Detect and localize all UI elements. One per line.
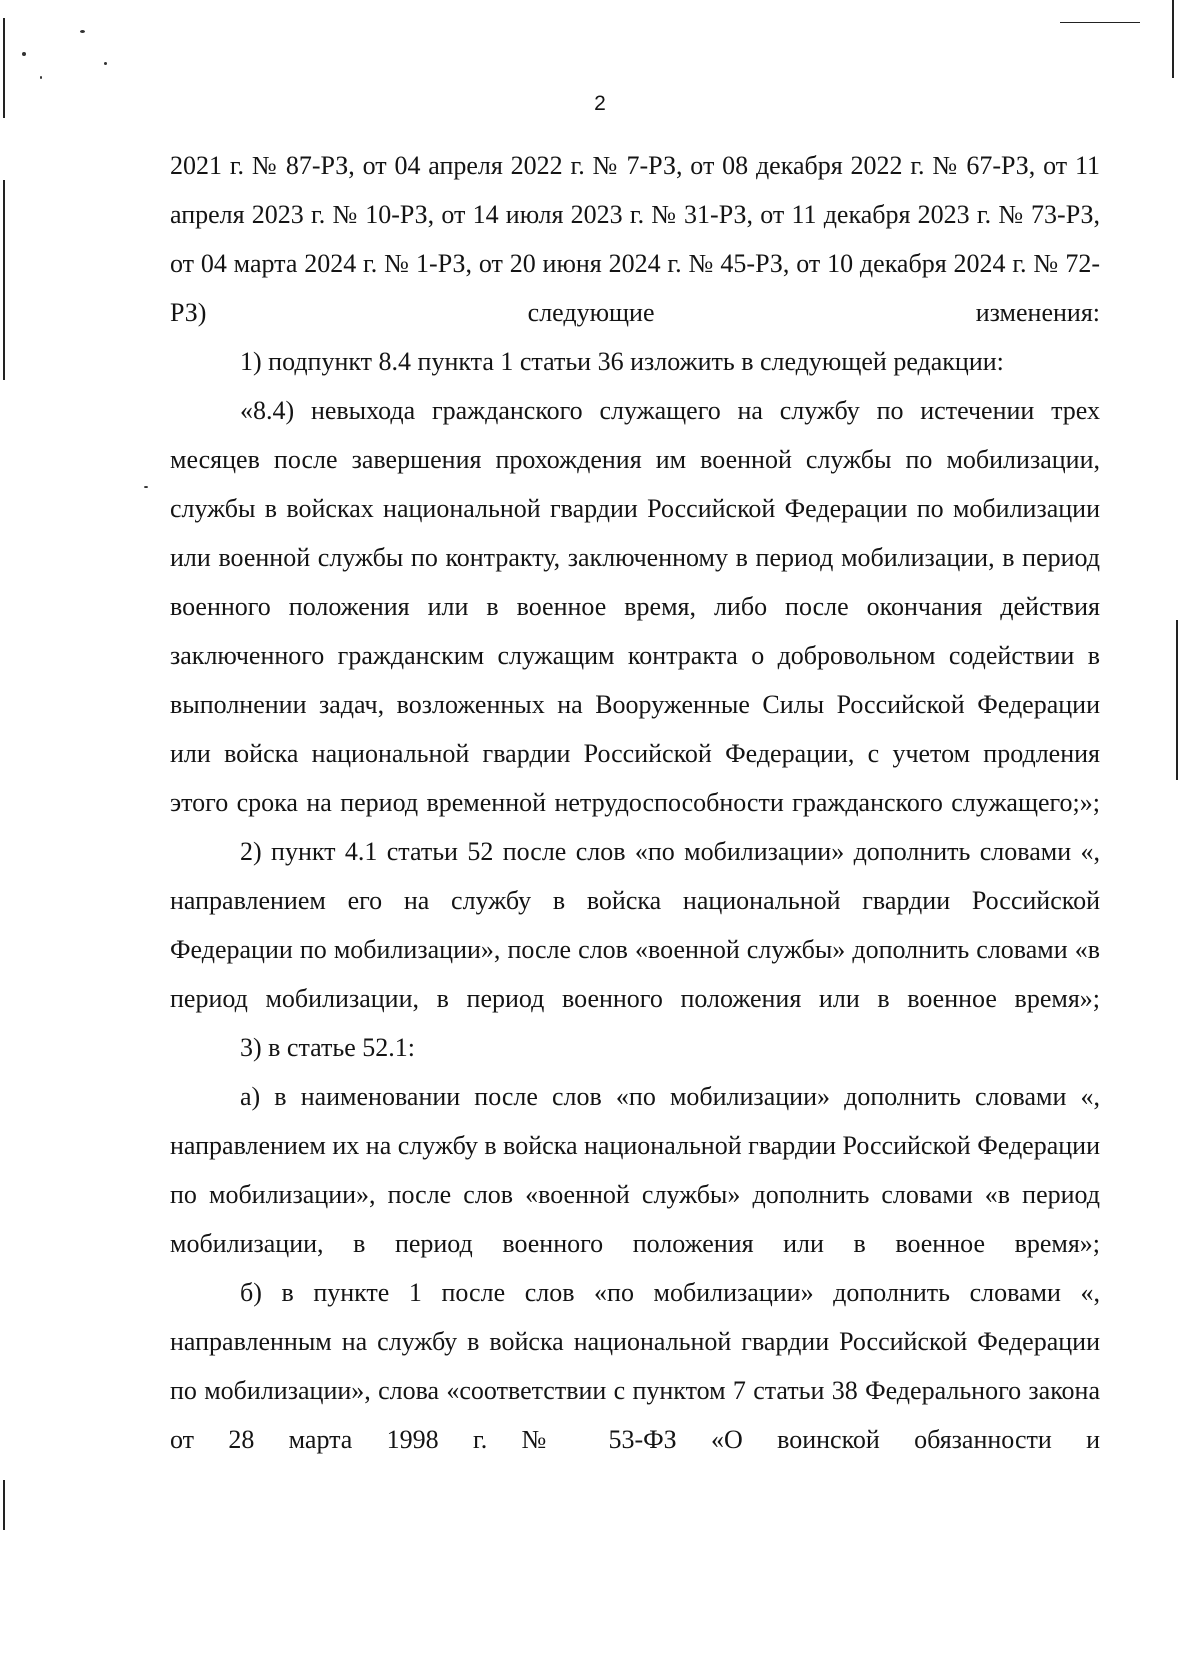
paragraph-amendment-list-intro: 2021 г. № 87-РЗ, от 04 апреля 2022 г. № 7-РЗ, от 08 декабря 2022 г. № 67-РЗ, от 11 апреля 2023 г. № 10-РЗ, от 14 июля 2023 г. № 31-РЗ, от 11 декабря 2023 г. № 73-РЗ, от 04 марта 2024 г. № 1-РЗ, от 20 июня 2024 г. № 45-РЗ, от 10 декабря 2024 г. № 72-РЗ) следующие изменения:	[170, 151, 1101, 327]
scan-speck	[22, 52, 26, 56]
page-number: 2	[594, 92, 606, 115]
paragraph-item-3: 3) в статье 52.1:	[240, 1033, 416, 1062]
paragraph-subitem-8-4: «8.4) невыхода гражданского служащего на службу по истечении трех месяцев после завершения прохождения им военной службы по мобилизации, службы в войсках национальной гвардии Российской Федерации по мобилизации или военной службы по контракту, заключенному в период мобилизации, в период военного положения или в военное время, либо после окончания действия заключенного гражданским служащим контракта о добровольном содействии в выполнении задач, возложенных на Вооруженные Силы Российской Федерации или войска национальной гвардии Российской Федерации, с учетом продления этого срока на период временной нетрудоспособности гражданского служащего;»;	[170, 396, 1101, 817]
scan-mark-left-mid	[3, 180, 5, 380]
paragraph-item-2: 2) пункт 4.1 статьи 52 после слов «по мобилизации» дополнить словами «, направлением его на службу в войска национальной гвардии Российской Федерации по мобилизации», после слов «военной службы» дополнить словами «в период мобилизации, в период военного положения или в военное время»;	[170, 837, 1100, 1013]
paragraph-item-1: 1) подпункт 8.4 пункта 1 статьи 36 изложить в следующей редакции:	[240, 347, 1004, 376]
scan-mark-right-top	[1172, 0, 1174, 78]
scan-mark-right-mid	[1176, 620, 1178, 780]
document-body	[170, 141, 1100, 1464]
paragraph-item-3a: а) в наименовании после слов «по мобилизации» дополнить словами «, направлением их на службу в войска национальной гвардии Российской Федерации по мобилизации», после слов «военной службы» дополнить словами «в период мобилизации, в период военного положения или в военное время»;	[170, 1082, 1101, 1258]
scan-speck	[104, 62, 107, 65]
scan-mark-left-bottom	[3, 1480, 5, 1530]
scan-speck	[40, 76, 42, 79]
scan-mark-top-line	[1060, 22, 1140, 23]
scan-speck	[80, 30, 85, 33]
paragraph-item-3b: б) в пункте 1 после слов «по мобилизации» дополнить словами «, направленным на службу в войска национальной гвардии Российской Федерации по мобилизации», слова «соответствии с пунктом 7 статьи 38 Федерального закона от 28 марта 1998 г. № 53-ФЗ «О воинской обязанности и	[170, 1278, 1100, 1454]
scan-speck	[144, 486, 148, 488]
